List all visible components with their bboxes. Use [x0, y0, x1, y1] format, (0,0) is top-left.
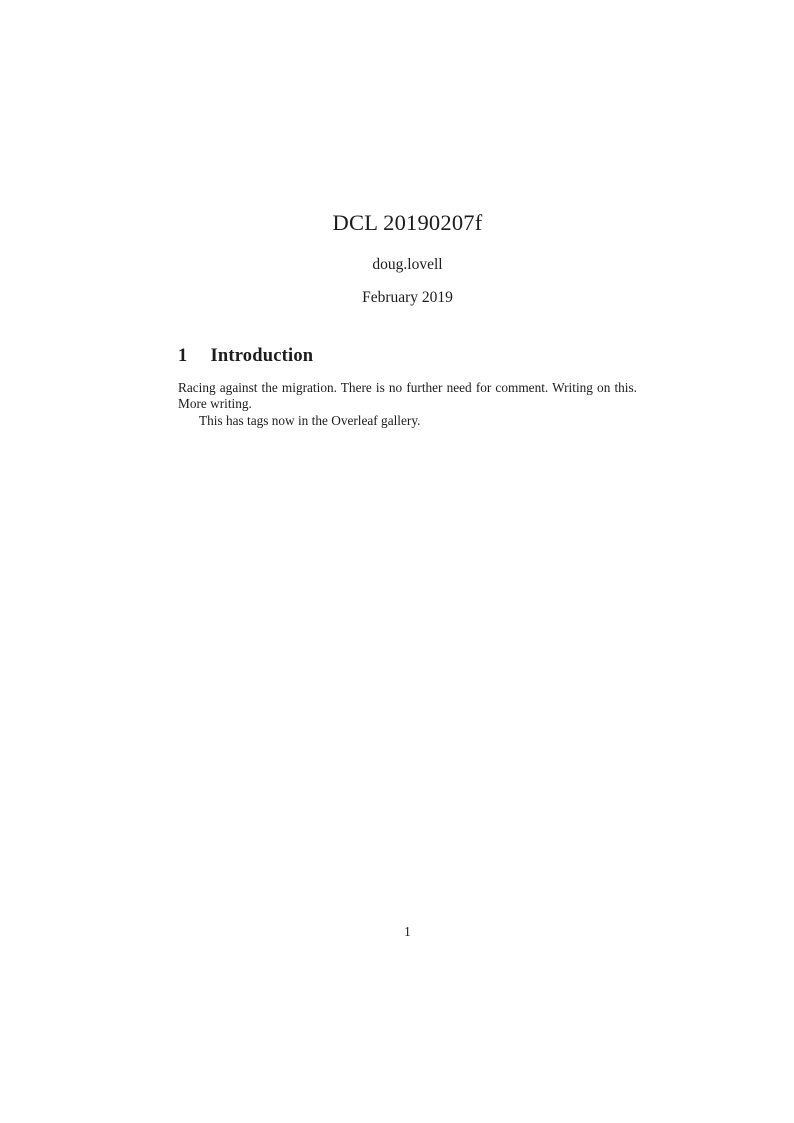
text-column [178, 0, 637, 429]
document-author: doug.lovell [372, 255, 443, 273]
paragraph: This has tags now in the Overleaf gallery. [199, 412, 421, 428]
section-heading [178, 346, 637, 366]
section-number: 1 [178, 345, 188, 366]
document-title: DCL 20190207f [332, 210, 483, 235]
section-title: Introduction [210, 345, 314, 366]
page-number: 1 [404, 924, 411, 939]
paragraph: Racing against the migration. There is no further need for comment. Writing on this. More writing. [178, 380, 637, 412]
document-date: February 2019 [362, 288, 453, 306]
section-body [178, 380, 637, 429]
title-block [178, 211, 637, 306]
